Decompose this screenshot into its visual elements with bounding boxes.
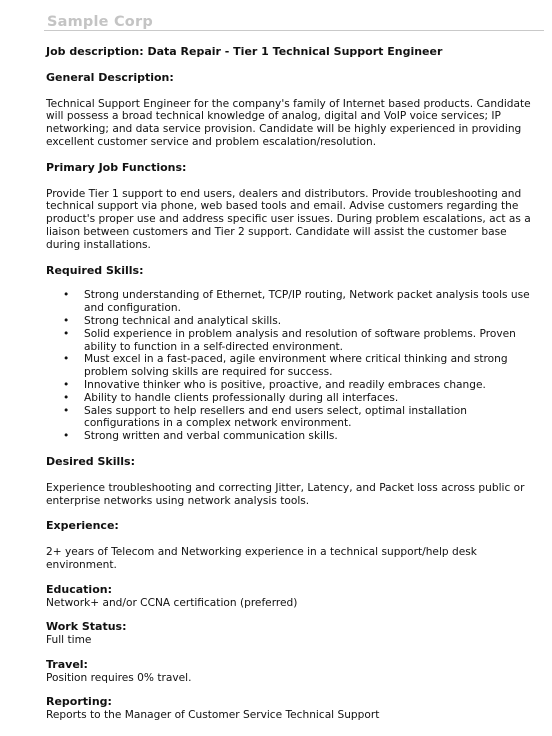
bullet-icon: •: [63, 289, 70, 302]
general-description-heading: General Description:: [46, 70, 174, 84]
job-description-content: [46, 46, 544, 722]
list-item: [46, 289, 544, 315]
header-bar: [44, 4, 544, 31]
list-item: [46, 430, 544, 443]
company-name: Sample Corp: [47, 14, 153, 30]
bullet-icon: •: [63, 430, 70, 443]
list-item-text: Solid experience in problem analysis and resolution of software problems. Proven ability to function in a self-directed environment.: [84, 327, 516, 353]
primary-job-functions-text: Provide Tier 1 support to end users, dealers and distributors. Provide troubleshooting and technical support via phone, web based tools and email. Advise customers regarding the product's proper use and address specific user issues. During problem escalations, act as a liaison between customers and Tier 2 support. Candidate will assist the customer base during installations.: [46, 187, 531, 251]
bullet-icon: •: [63, 378, 70, 391]
list-item-text: Strong understanding of Ethernet, TCP/IP routing, Network packet analysis tools use and configuration.: [84, 289, 530, 315]
bullet-icon: •: [63, 314, 70, 327]
list-item-text: Sales support to help resellers and end users select, optimal installation configurations in a complex network environment.: [84, 404, 467, 430]
list-item-text: Innovative thinker who is positive, proactive, and readily embraces change.: [84, 378, 486, 391]
list-item: [46, 392, 544, 405]
list-item-text: Strong technical and analytical skills.: [84, 314, 282, 327]
bullet-icon: •: [63, 353, 70, 366]
list-item: [46, 315, 544, 328]
required-skills-list: [46, 289, 544, 443]
education-text: Network+ and/or CCNA certification (preferred): [46, 596, 298, 609]
list-item: [46, 328, 544, 354]
list-item: [46, 353, 544, 379]
job-title: Job description: Data Repair - Tier 1 Technical Support Engineer: [46, 45, 443, 58]
required-skills-heading: Required Skills:: [46, 263, 144, 277]
primary-job-functions-heading: Primary Job Functions:: [46, 160, 187, 174]
work-status-heading: Work Status:: [46, 620, 127, 634]
experience-heading: Experience:: [46, 519, 119, 533]
reporting-text: Reports to the Manager of Customer Service Technical Support: [46, 709, 380, 722]
education-heading: Education:: [46, 582, 112, 596]
travel-heading: Travel:: [46, 657, 88, 671]
list-item: [46, 379, 544, 392]
list-item-text: Ability to handle clients professionally during all interfaces.: [84, 391, 399, 404]
bullet-icon: •: [63, 404, 70, 417]
list-item-text: Must excel in a fast-paced, agile environment where critical thinking and strong problem solving skills are required for success.: [84, 353, 508, 379]
reporting-heading: Reporting:: [46, 695, 112, 709]
list-item-text: Strong written and verbal communication skills.: [84, 430, 338, 443]
experience-text: 2+ years of Telecom and Networking experience in a technical support/help desk environment.: [46, 546, 477, 571]
work-status-text: Full time: [46, 634, 92, 647]
travel-text: Position requires 0% travel.: [46, 671, 192, 684]
general-description-text: Technical Support Engineer for the company's family of Internet based products. Candidate will possess a broad technical knowledge of analog, digital and VoIP voice services; IP networking; and data service provision. Candidate will be highly experienced in providing excellent customer service and problem escalation/resolution.: [46, 97, 531, 148]
desired-skills-text: Experience troubleshooting and correcting Jitter, Latency, and Packet loss across public or enterprise networks using network analysis tools.: [46, 481, 525, 507]
bullet-icon: •: [63, 391, 70, 404]
bullet-icon: •: [63, 327, 70, 340]
desired-skills-heading: Desired Skills:: [46, 454, 135, 468]
list-item: [46, 405, 544, 431]
